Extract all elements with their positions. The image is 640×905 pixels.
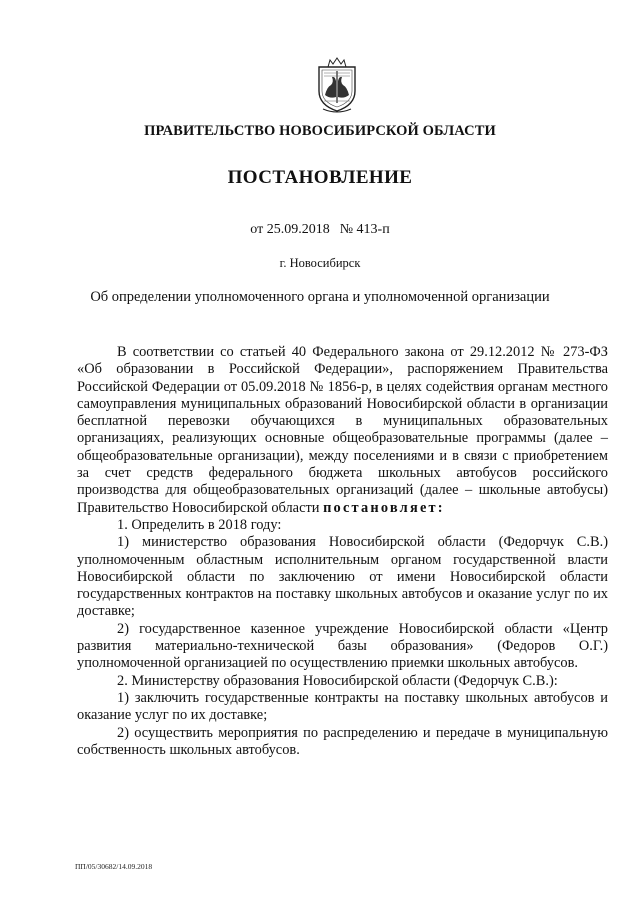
decree-word: постановляет: xyxy=(323,499,445,516)
document-subject: Об определении уполномоченного органа и уполномоченной организации xyxy=(90,289,550,305)
clause-1-item-2: 2) государственное казенное учреждение Новосибирской области «Центр развития материально-технической базы образования» (Федоров О.Г.) уполномоченной организацией по осуществлению приемки школьных автобусов. xyxy=(77,620,608,672)
organization-name: ПРАВИТЕЛЬСТВО НОВОСИБИРСКОЙ ОБЛАСТИ xyxy=(144,123,496,139)
document-date-number xyxy=(0,222,640,238)
preamble-paragraph xyxy=(77,344,608,517)
clause-2: 2. Министерству образования Новосибирской области (Федорчук С.В.): xyxy=(117,672,558,689)
document-body xyxy=(77,344,608,759)
document-type-title: ПОСТАНОВЛЕНИЕ xyxy=(227,167,413,188)
clause-2-item-2: 2) осуществить мероприятия по распределению и передаче в муниципальную собственность школьных автобусов. xyxy=(77,724,608,758)
coat-of-arms-icon xyxy=(314,57,360,113)
document-city: г. Новосибирск xyxy=(279,256,361,270)
clause-1-item-1: 1) министерство образования Новосибирской области (Федорчук С.В.) уполномоченным областным исполнительным органом государственной власти Новосибирской области по заключению от имени Новосибирской области государственных контрактов на поставку школьных автобусов и оказание услуг по их доставке; xyxy=(77,534,608,620)
document-date: от 25.09.2018 xyxy=(250,222,330,237)
document-number: № 413-п xyxy=(339,222,390,237)
footer-document-code: ПП/05/30682/14.09.2018 xyxy=(75,862,153,871)
preamble-text: В соответствии со статьей 40 Федерального закона от 29.12.2012 № 273-ФЗ «Об образовании в Российской Федерации», распоряжением Правительства Российской Федерации от 05.09.2018 № 1856-р, в целях содействия органам местного самоуправления муниципальных образований Новосибирской области в организации бесплатной перевозки обучающихся в муниципальных образовательных организациях, реализующих основные общеобразовательные программы (далее – общеобразовательные организации), между поселениями и в связи с приобретением за счет средств федерального бюджета школьных автобусов российского производства для общеобразовательных организаций (далее – школьные автобусы) Правительство Новосибирской области xyxy=(77,344,608,516)
clause-2-item-1: 1) заключить государственные контракты на поставку школьных автобусов и оказание услуг по их доставке; xyxy=(77,689,608,724)
clause-1: 1. Определить в 2018 году: xyxy=(117,516,282,533)
